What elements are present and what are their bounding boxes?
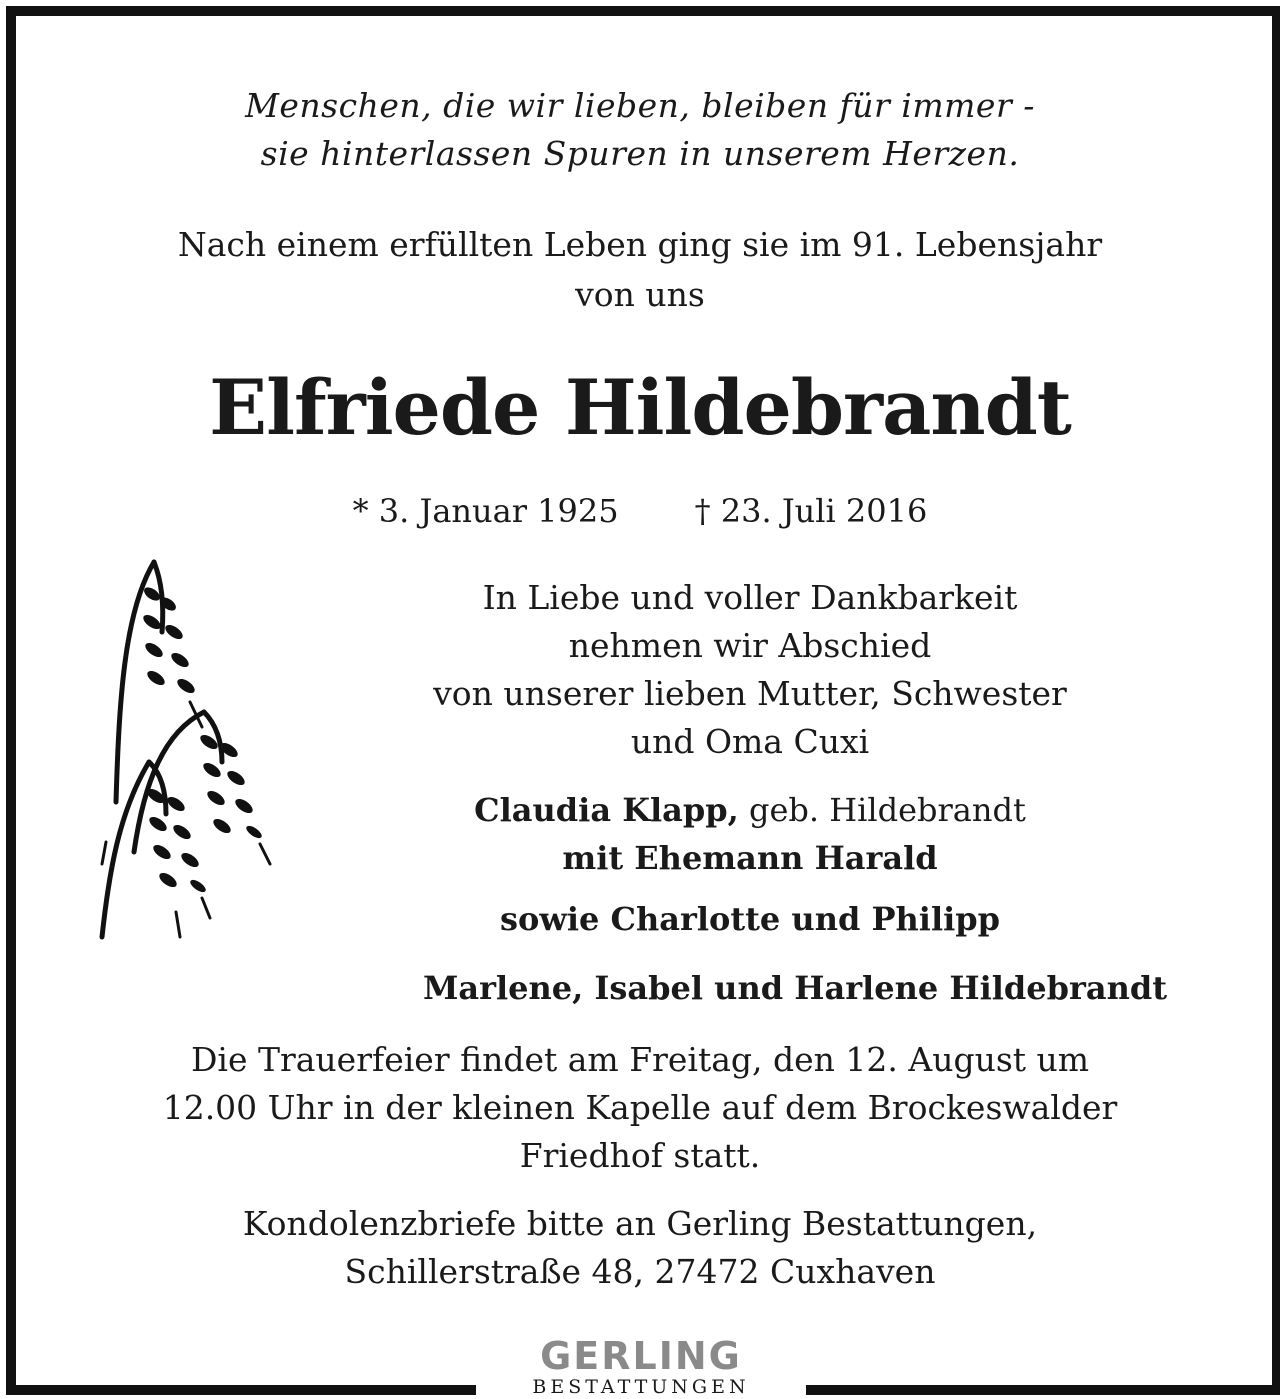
farewell-text (300, 574, 1200, 766)
condolence-line: Kondolenzbriefe bitte an Gerling Bestattungen, (242, 1204, 1038, 1243)
death-date: † 23. Juli 2016 (694, 492, 928, 530)
mourner-husband: mit Ehemann Harald (562, 839, 938, 877)
logo-subtitle: BESTATTUNGEN (532, 1376, 750, 1398)
funeral-line: Die Trauerfeier findet am Freitag, den 12. August um (190, 1040, 1090, 1079)
farewell-line: von unserer lieben Mutter, Schwester (433, 674, 1067, 713)
motto-verse (30, 82, 1250, 178)
condolence-info (30, 1200, 1250, 1296)
funeral-line: 12.00 Uhr in der kleinen Kapelle auf dem Brockeswalder (162, 1088, 1118, 1127)
funeral-line: Friedhof statt. (519, 1136, 761, 1175)
intro-line: von uns (575, 275, 705, 314)
mourner-children: sowie Charlotte und Philipp (499, 900, 1001, 938)
intro-line: Nach einem erfüllten Leben ging sie im 91. Lebensjahr (177, 225, 1103, 264)
farewell-line: und Oma Cuxi (630, 722, 870, 761)
motto-line: Menschen, die wir lieben, bleiben für immer - (245, 86, 1035, 125)
life-dates (30, 488, 1250, 534)
birth-date: * 3. Januar 1925 (352, 492, 619, 530)
funeral-home-logo (476, 1336, 806, 1399)
mourner-line (300, 786, 1200, 834)
condolence-line: Schillerstraße 48, 27472 Cuxhaven (344, 1252, 936, 1291)
mourner-claudia (300, 786, 1200, 882)
mourner-maiden-name: geb. Hildebrandt (738, 791, 1026, 829)
deceased-name: Elfriede Hildebrandt (209, 363, 1071, 452)
logo-name: GERLING (540, 1334, 742, 1378)
intro-text (30, 220, 1250, 320)
wheat-ears-icon (94, 552, 294, 952)
farewell-line: nehmen wir Abschied (568, 626, 932, 665)
motto-line: sie hinterlassen Spuren in unserem Herzen. (260, 134, 1020, 173)
mourner-name: Claudia Klapp, (474, 791, 739, 829)
farewell-line: In Liebe und voller Dankbarkeit (482, 578, 1018, 617)
funeral-info (30, 1036, 1250, 1180)
mourner-others: Marlene, Isabel und Harlene Hildebrandt (422, 969, 1167, 1007)
